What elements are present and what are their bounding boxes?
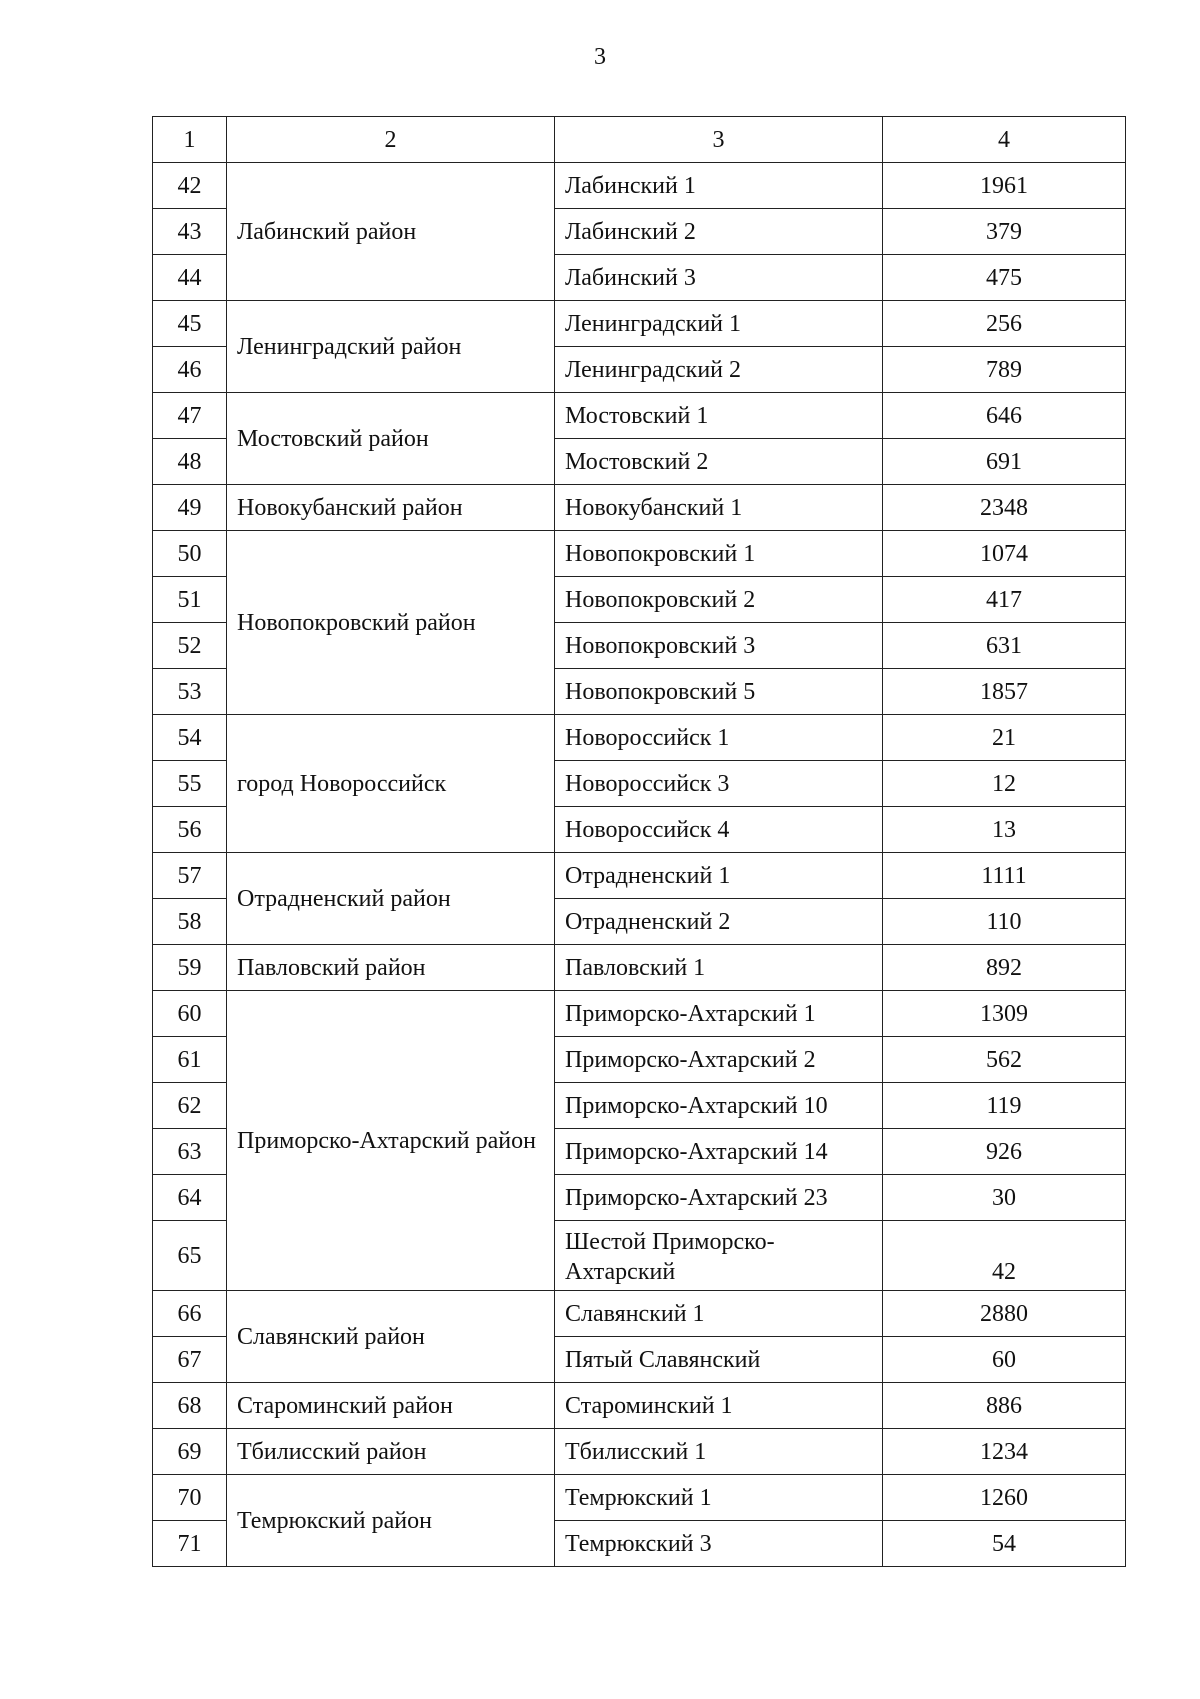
voter-count: 60 [883, 1337, 1126, 1383]
polling-station-name: Приморско-Ахтарский 10 [555, 1083, 883, 1129]
district-name: город Новороссийск [227, 715, 555, 853]
polling-station-name: Новопокровский 2 [555, 577, 883, 623]
polling-station-name: Староминский 1 [555, 1383, 883, 1429]
row-number: 53 [153, 669, 227, 715]
district-name: Приморско-Ахтарский район [227, 991, 555, 1291]
polling-station-name: Приморско-Ахтарский 2 [555, 1037, 883, 1083]
voter-count: 1234 [883, 1429, 1126, 1475]
table-row [153, 1475, 1126, 1521]
table-row [153, 531, 1126, 577]
voter-count: 42 [883, 1221, 1126, 1291]
district-name: Мостовский район [227, 393, 555, 485]
header-cell-1: 1 [153, 117, 227, 163]
voter-count: 54 [883, 1521, 1126, 1567]
polling-station-name: Новопокровский 5 [555, 669, 883, 715]
voter-count: 12 [883, 761, 1126, 807]
polling-station-name: Темрюкский 1 [555, 1475, 883, 1521]
polling-station-name: Новороссийск 1 [555, 715, 883, 761]
voter-count: 2880 [883, 1291, 1126, 1337]
voter-count: 1111 [883, 853, 1126, 899]
row-number: 65 [153, 1221, 227, 1291]
row-number: 46 [153, 347, 227, 393]
header-cell-3: 3 [555, 117, 883, 163]
table-row [153, 485, 1126, 531]
district-name: Павловский район [227, 945, 555, 991]
voter-count: 1857 [883, 669, 1126, 715]
row-number: 62 [153, 1083, 227, 1129]
row-number: 51 [153, 577, 227, 623]
voter-count: 886 [883, 1383, 1126, 1429]
row-number: 66 [153, 1291, 227, 1337]
polling-station-name: Приморско-Ахтарский 1 [555, 991, 883, 1037]
row-number: 47 [153, 393, 227, 439]
polling-station-name: Темрюкский 3 [555, 1521, 883, 1567]
page-number: 3 [594, 44, 606, 70]
district-name: Новопокровский район [227, 531, 555, 715]
polling-station-name: Приморско-Ахтарский 23 [555, 1175, 883, 1221]
polling-station-name: Славянский 1 [555, 1291, 883, 1337]
table-row [153, 163, 1126, 209]
row-number: 52 [153, 623, 227, 669]
polling-station-name: Пятый Славянский [555, 1337, 883, 1383]
polling-station-name: Мостовский 1 [555, 393, 883, 439]
polling-station-name: Новопокровский 1 [555, 531, 883, 577]
polling-station-name: Лабинский 1 [555, 163, 883, 209]
voter-count: 646 [883, 393, 1126, 439]
district-name: Лабинский район [227, 163, 555, 301]
table-row [153, 1291, 1126, 1337]
polling-station-name: Мостовский 2 [555, 439, 883, 485]
polling-station-name: Отрадненский 2 [555, 899, 883, 945]
table-row [153, 301, 1126, 347]
voter-count: 21 [883, 715, 1126, 761]
row-number: 61 [153, 1037, 227, 1083]
header-cell-4: 4 [883, 117, 1126, 163]
voter-count: 30 [883, 1175, 1126, 1221]
voter-count: 789 [883, 347, 1126, 393]
table-header-row [153, 117, 1126, 163]
district-table [152, 116, 1126, 1567]
polling-station-name: Лабинский 3 [555, 255, 883, 301]
row-number: 60 [153, 991, 227, 1037]
table-row [153, 1383, 1126, 1429]
voter-count: 256 [883, 301, 1126, 347]
voter-count: 631 [883, 623, 1126, 669]
row-number: 48 [153, 439, 227, 485]
district-name: Темрюкский район [227, 1475, 555, 1567]
row-number: 67 [153, 1337, 227, 1383]
voter-count: 1961 [883, 163, 1126, 209]
row-number: 58 [153, 899, 227, 945]
polling-station-name: Новокубанский 1 [555, 485, 883, 531]
table-row [153, 715, 1126, 761]
row-number: 70 [153, 1475, 227, 1521]
voter-count: 379 [883, 209, 1126, 255]
table-row [153, 1429, 1126, 1475]
header-cell-2: 2 [227, 117, 555, 163]
polling-station-name: Ленинградский 1 [555, 301, 883, 347]
row-number: 56 [153, 807, 227, 853]
table-row [153, 853, 1126, 899]
polling-station-name: Отрадненский 1 [555, 853, 883, 899]
row-number: 42 [153, 163, 227, 209]
row-number: 45 [153, 301, 227, 347]
polling-station-name: Новопокровский 3 [555, 623, 883, 669]
row-number: 59 [153, 945, 227, 991]
voter-count: 110 [883, 899, 1126, 945]
voter-count: 1260 [883, 1475, 1126, 1521]
polling-station-name: Ленинградский 2 [555, 347, 883, 393]
voter-count: 1074 [883, 531, 1126, 577]
row-number: 63 [153, 1129, 227, 1175]
table-row [153, 991, 1126, 1037]
polling-station-name: Приморско-Ахтарский 14 [555, 1129, 883, 1175]
district-name: Тбилисский район [227, 1429, 555, 1475]
voter-count: 1309 [883, 991, 1126, 1037]
row-number: 49 [153, 485, 227, 531]
voter-count: 691 [883, 439, 1126, 485]
row-number: 57 [153, 853, 227, 899]
voter-count: 119 [883, 1083, 1126, 1129]
table-row [153, 945, 1126, 991]
voter-count: 2348 [883, 485, 1126, 531]
polling-station-name: Новороссийск 4 [555, 807, 883, 853]
polling-station-name: Лабинский 2 [555, 209, 883, 255]
row-number: 69 [153, 1429, 227, 1475]
table-row [153, 393, 1126, 439]
row-number: 71 [153, 1521, 227, 1567]
row-number: 55 [153, 761, 227, 807]
row-number: 43 [153, 209, 227, 255]
row-number: 44 [153, 255, 227, 301]
voter-count: 926 [883, 1129, 1126, 1175]
polling-station-name: Шестой Приморско-Ахтарский [555, 1221, 883, 1291]
row-number: 68 [153, 1383, 227, 1429]
voter-count: 417 [883, 577, 1126, 623]
voter-count: 892 [883, 945, 1126, 991]
row-number: 54 [153, 715, 227, 761]
row-number: 50 [153, 531, 227, 577]
district-name: Ленинградский район [227, 301, 555, 393]
district-name: Славянский район [227, 1291, 555, 1383]
district-name: Староминский район [227, 1383, 555, 1429]
voter-count: 562 [883, 1037, 1126, 1083]
voter-count: 13 [883, 807, 1126, 853]
polling-station-name: Тбилисский 1 [555, 1429, 883, 1475]
row-number: 64 [153, 1175, 227, 1221]
polling-station-name: Павловский 1 [555, 945, 883, 991]
voter-count: 475 [883, 255, 1126, 301]
district-name: Новокубанский район [227, 485, 555, 531]
district-name: Отрадненский район [227, 853, 555, 945]
polling-station-name: Новороссийск 3 [555, 761, 883, 807]
